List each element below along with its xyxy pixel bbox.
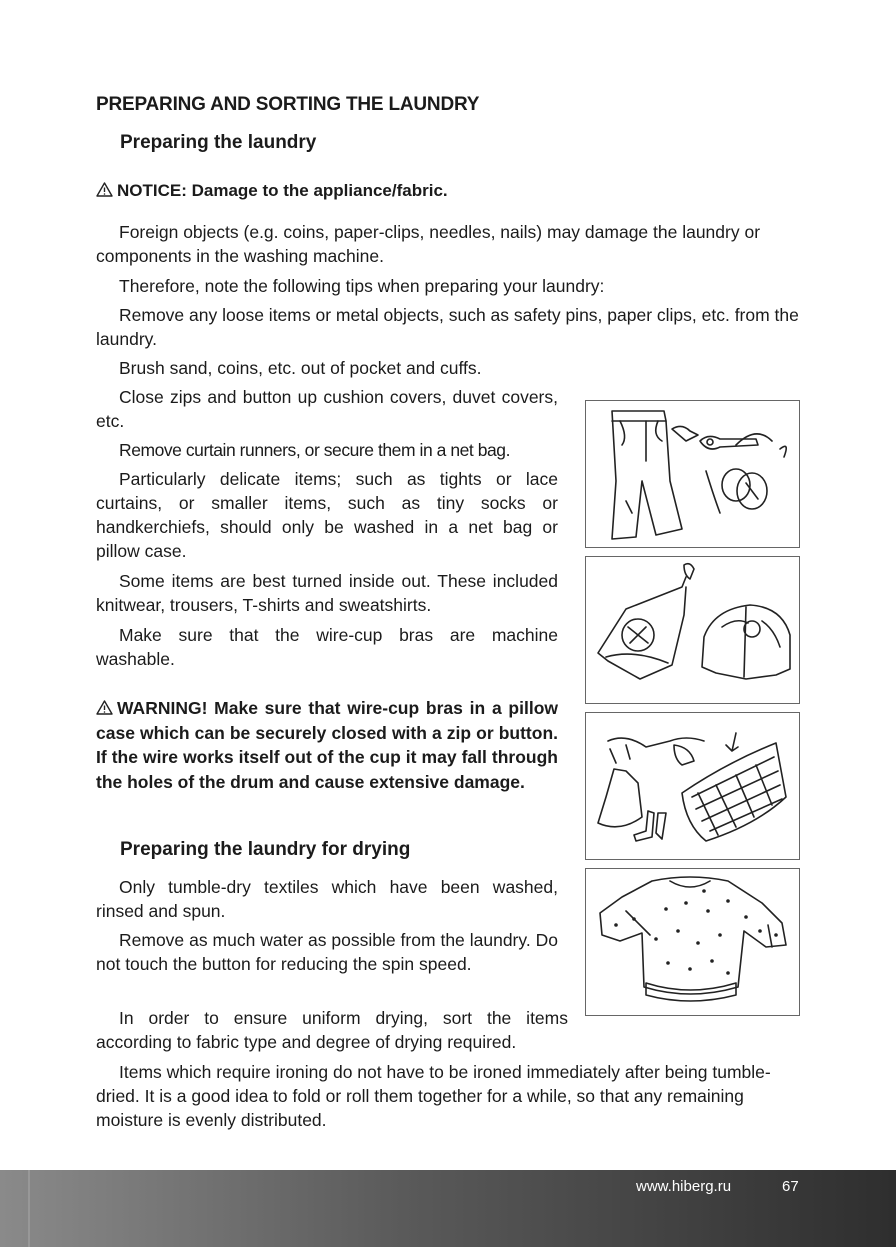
notice-text: NOTICE: Damage to the appliance/fabric. [117,181,448,200]
warning-block [96,696,558,794]
page-number: 67 [782,1178,799,1195]
warning-triangle-icon [96,697,113,712]
paragraph: In order to ensure uniform drying, sort the items according to fabric type and degree of drying required. [96,1008,568,1052]
page-title: PREPARING AND SORTING THE LAUNDRY [96,94,480,115]
illustration-delicates-mesh-bag [585,712,800,860]
warning-text: WARNING! Make sure that wire-cup bras in a pillow case which can be securely closed with a zip or button. If the wire works itself out of the cup it may fall through the holes of the drum and cause extensive damage. [96,698,558,792]
section-title-preparing: Preparing the laundry [120,132,317,153]
paragraph: Remove as much water as possible from the laundry. Do not touch the button for reducing the spin speed. [96,930,558,974]
section-title-drying: Preparing the laundry for drying [120,839,411,860]
paragraph: Only tumble-dry textiles which have been washed, rinsed and spun. [96,877,558,921]
illustration-net-bag-jacket [585,556,800,704]
page-footer [0,1170,896,1247]
paragraph: Remove any loose items or metal objects, such as safety pins, paper clips, etc. from the laundry. [96,305,799,349]
notice-heading [96,181,448,201]
paragraph: Items which require ironing do not have to be ironed immediately after being tumble-dried. It is a good idea to fold or roll them together for a while, so that any remaining moisture is evenly distributed. [96,1062,771,1130]
paragraph: Some items are best turned inside out. These included knitwear, trousers, T-shirts and sweatshirts. [96,571,558,615]
illustration-sweater [585,868,800,1016]
illustration-trousers-pocket-items [585,400,800,548]
paragraph: Therefore, note the following tips when preparing your laundry: [119,276,605,296]
paragraph: Particularly delicate items; such as tights or lace curtains, or smaller items, such as tiny socks or handkerchiefs, should only be washed in a net bag or pillow case. [96,469,558,561]
footer-strip [28,1170,30,1247]
paragraph: Remove curtain runners, or secure them in a net bag. [119,440,510,460]
paragraph: Make sure that the wire-cup bras are machine washable. [96,625,558,669]
paragraph: Foreign objects (e.g. coins, paper-clips, needles, nails) may damage the laundry or components in the washing machine. [96,222,761,266]
footer-url: www.hiberg.ru [636,1178,732,1195]
warning-triangle-icon [96,182,113,197]
paragraph: Close zips and button up cushion covers, duvet covers, etc. [96,387,558,431]
paragraph: Brush sand, coins, etc. out of pocket and cuffs. [119,358,482,378]
